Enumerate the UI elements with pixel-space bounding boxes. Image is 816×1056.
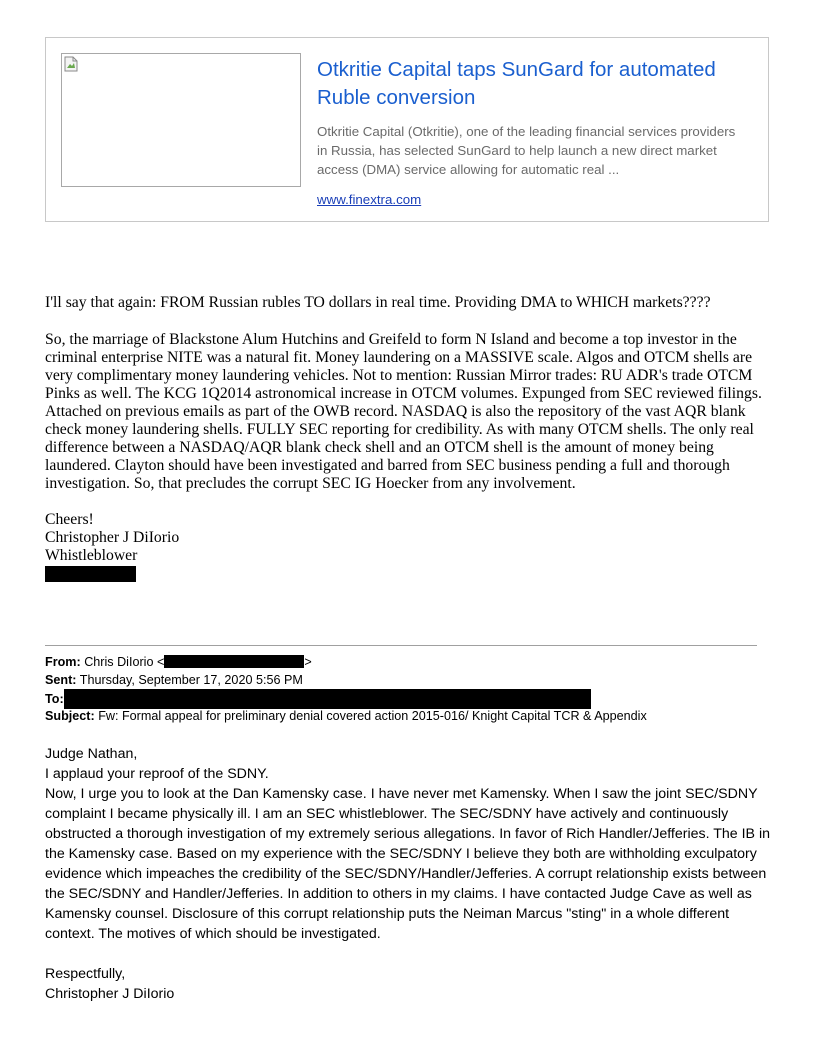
preview-title[interactable]: Otkritie Capital taps SunGard for automated Ruble conversion [317, 58, 716, 109]
signature-name: Christopher J DiIorio [45, 529, 180, 546]
header-sent [45, 671, 303, 689]
sent-value: Thursday, September 17, 2020 5:56 PM [79, 673, 303, 687]
paragraph-rubles: I'll say that again: FROM Russian rubles TO dollars in real time. Providing DMA to WHICH markets???? [45, 294, 711, 311]
closing-respectfully: Respectfully, [45, 966, 126, 982]
redaction-email [164, 655, 304, 668]
from-label: From: [45, 655, 81, 669]
signoff-cheers: Cheers! [45, 511, 94, 528]
header-from [45, 653, 312, 671]
body-paragraph-kamensky: Now, I urge you to look at the Dan Kamensky case. I have never met Kamensky. When I saw the joint SEC/SDNY complaint I became physically ill. I am an SEC whistleblower. The SEC/SDNY have actively and continuously obstructed a thorough investigation of my extremely serious allegations. In favor of Rich Handler/Jefferies. The IB in the Kamensky case. Based on my experience with the SEC/SDNY I believe they both are withholding exculpatory evidence which impeaches the credibility of the SEC/SDNY/Handler/Jefferies. A corrupt relationship exists between the SEC/SDNY and Handler/Jefferies. In addition to others in my claims. I have contacted Judge Cave as well as Kamensky counsel. Disclosure of this corrupt relationship puts the Neiman Marcus "sting" in a whole different context. The motives of which should be investigated. [45, 786, 770, 942]
subject-label: Subject: [45, 709, 95, 723]
to-label: To: [45, 692, 64, 706]
redaction-recipients [64, 689, 591, 709]
header-to [45, 689, 591, 709]
paragraph-allegations: So, the marriage of Blackstone Alum Hutchins and Greifeld to form N Island and become a top investor in the criminal enterprise NITE was a natural fit. Money laundering on a MASSIVE scale. Algos and OTCM shells are very complimentary money laundering vehicles. Not to mention: Russian Mirror trades: RU ADR's trade OTCM Pinks as well. The KCG 1Q2014 astronomical increase in OTCM volumes. Expunged from SEC reviewed filings. Attached on previous emails as part of the OWB record. NASDAQ is also the repository of the vast AQR blank check money laundering shells. FULLY SEC reporting for credibility. As with many OTCM shells. The only real difference between a NASDAQ/AQR blank check shell and an OTCM shell is the amount of money being laundered. Clayton should have been investigated and barred from SEC business pending a full and thorough investigation. So, that precludes the corrupt SEC IG Hoecker from any involvement. [45, 331, 762, 492]
salutation: Judge Nathan, [45, 746, 138, 762]
broken-image-icon [64, 56, 78, 72]
preview-source-link[interactable]: www.finextra.com [317, 192, 422, 207]
email-separator [45, 645, 757, 646]
header-subject [45, 707, 647, 725]
preview-description: Otkritie Capital (Otkritie), one of the leading financial services providers in Russia, has selected SunGard to help launch a new direct market access (DMA) service allowing for automatic real ... [317, 124, 736, 177]
signature-role: Whistleblower [45, 547, 138, 564]
subject-value: Fw: Formal appeal for preliminary denial covered action 2015-016/ Knight Capital TCR & Appendix [98, 709, 647, 723]
closing-name: Christopher J DiIorio [45, 986, 175, 1002]
body-line-applaud: I applaud your reproof of the SDNY. [45, 766, 269, 782]
from-end: > [304, 655, 312, 669]
from-value: Chris DiIorio < [84, 655, 165, 669]
sent-label: Sent: [45, 673, 77, 687]
link-preview-card[interactable] [45, 37, 769, 222]
redaction-block [45, 566, 136, 582]
preview-image-placeholder[interactable] [61, 53, 301, 187]
